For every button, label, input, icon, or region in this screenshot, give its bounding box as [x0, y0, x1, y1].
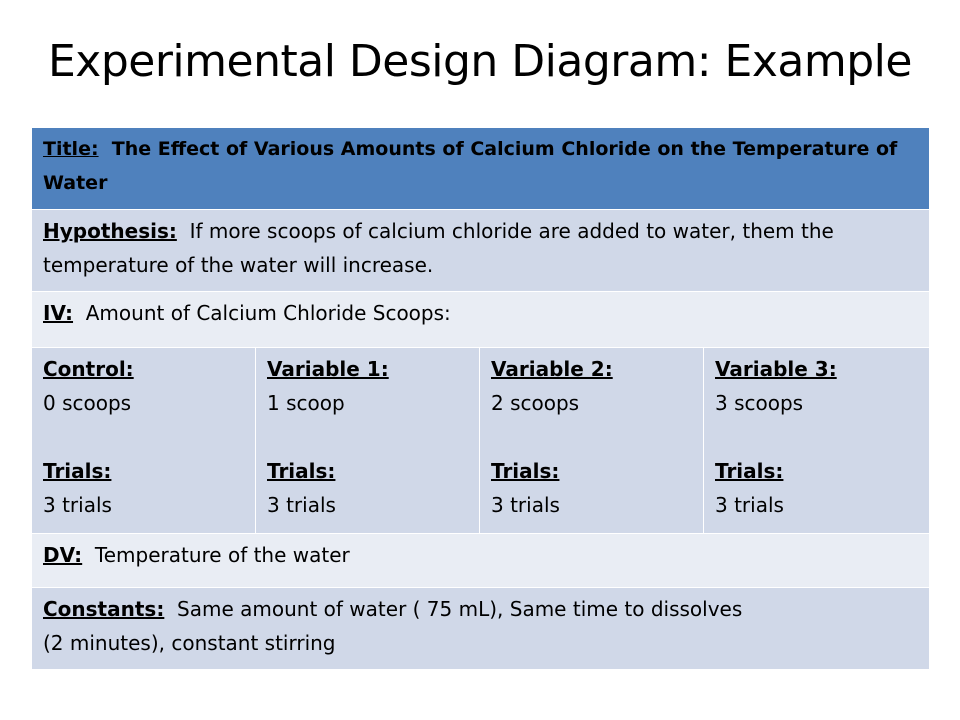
slide-title: Experimental Design Diagram: Example — [48, 36, 912, 87]
spacer — [43, 420, 245, 454]
trials-label: Trials: — [491, 459, 560, 483]
constants-label: Constants: — [43, 597, 165, 621]
control-group-cell — [32, 348, 256, 534]
group-amount: 2 scoops — [491, 391, 580, 415]
trials-value: 3 trials — [491, 493, 560, 517]
variable-2-cell — [480, 348, 704, 534]
constants-row — [32, 588, 930, 670]
variable-3-cell — [704, 348, 930, 534]
trials-value: 3 trials — [267, 493, 336, 517]
iv-label: IV: — [43, 301, 74, 325]
dv-cell — [32, 534, 930, 588]
constants-text-line-1: Same amount of water ( 75 mL), Same time to dissolves — [177, 597, 743, 621]
group-label: Variable 3: — [715, 357, 837, 381]
variable-1-cell — [256, 348, 480, 534]
title-cell — [32, 128, 930, 210]
constants-text-line-2: (2 minutes), constant stirring — [43, 631, 336, 655]
hypothesis-row — [32, 210, 930, 292]
spacer — [715, 420, 919, 454]
iv-row — [32, 292, 930, 348]
title-label: Title: — [43, 138, 99, 160]
group-amount: 3 scoops — [715, 391, 804, 415]
title-text: The Effect of Various Amounts of Calcium Chloride on the Temperature of Water — [43, 138, 898, 194]
groups-row — [32, 348, 930, 534]
spacer — [267, 420, 469, 454]
hypothesis-cell — [32, 210, 930, 292]
hypothesis-text: If more scoops of calcium chloride are added to water, them the temperature of the water will increase. — [43, 219, 834, 277]
group-label: Variable 1: — [267, 357, 389, 381]
dv-row — [32, 534, 930, 588]
constants-cell — [32, 588, 930, 670]
group-amount: 0 scoops — [43, 391, 132, 415]
group-label: Control: — [43, 357, 134, 381]
iv-text: Amount of Calcium Chloride Scoops: — [85, 301, 451, 325]
trials-label: Trials: — [715, 459, 784, 483]
trials-value: 3 trials — [43, 493, 112, 517]
dv-text: Temperature of the water — [94, 543, 350, 567]
hypothesis-label: Hypothesis: — [43, 219, 177, 243]
spacer — [491, 420, 693, 454]
title-row — [32, 128, 930, 210]
dv-label: DV: — [43, 543, 83, 567]
trials-label: Trials: — [267, 459, 336, 483]
trials-label: Trials: — [43, 459, 112, 483]
experimental-design-table — [31, 127, 930, 670]
iv-cell — [32, 292, 930, 348]
group-label: Variable 2: — [491, 357, 613, 381]
trials-value: 3 trials — [715, 493, 784, 517]
group-amount: 1 scoop — [267, 391, 345, 415]
